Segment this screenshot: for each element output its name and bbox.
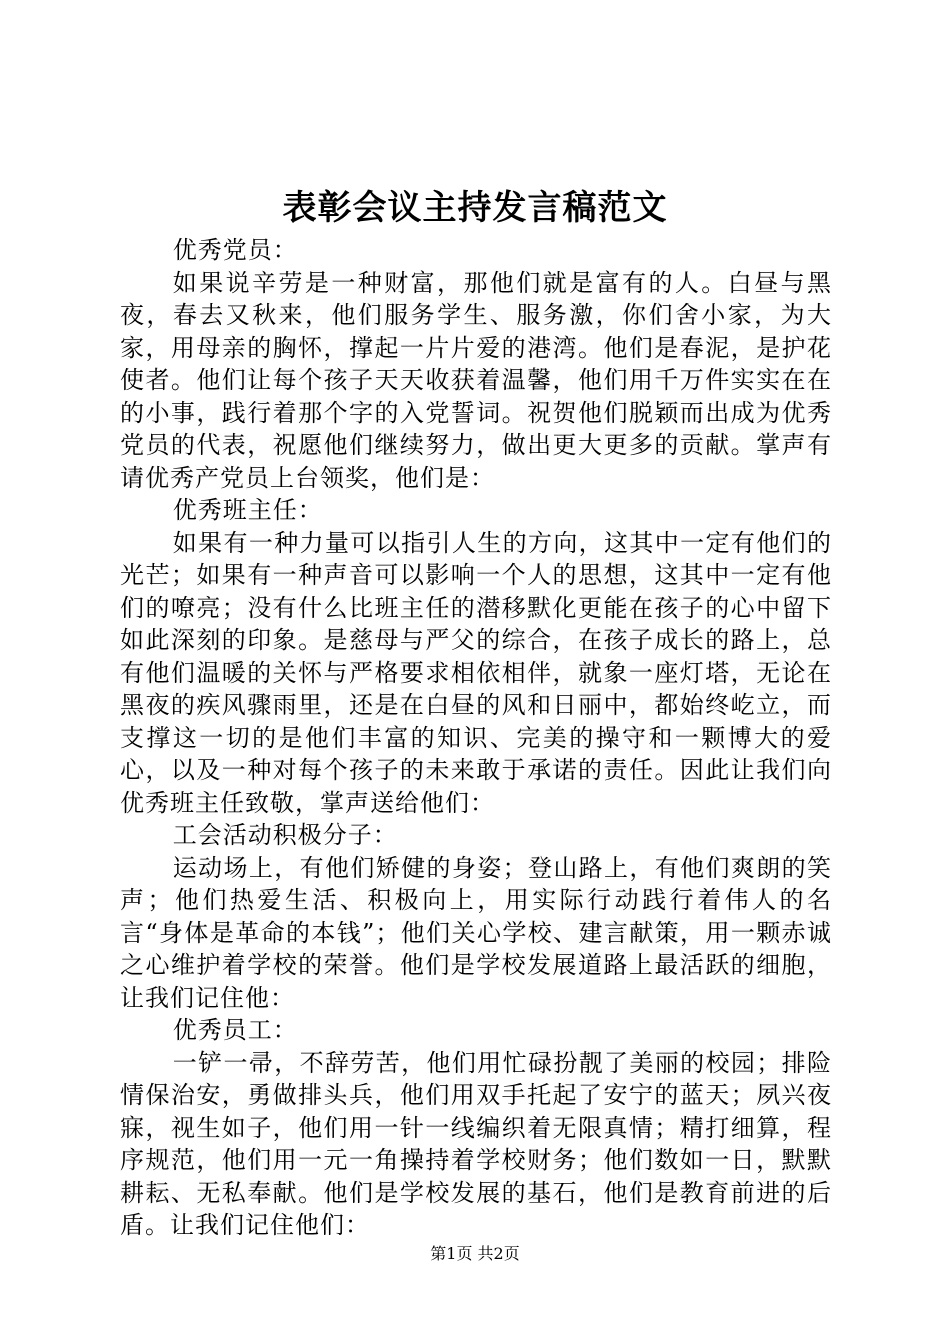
- section-heading-staff: 优秀员工：: [172, 1016, 298, 1044]
- document-title: 表彰会议主持发言稿范文: [282, 188, 668, 228]
- body-paragraph: 如果有一种力量可以指引人生的方向，这其中一定有他们的光芒；如果有一种声音可以影响一个人的思想，这其中一定有他们的嘹亮；没有什么比班主任的潜移默化更能在孩子的心中留下如此深刻的印象。是慈母与严父的综合，在孩子成长的路上，总有他们温暖的关怀与严格要求相依相伴，就象一座灯塔，无论在黑夜的疾风骤雨里，还是在白昼的风和日丽中，都始终屹立，而支撑这一切的是他们丰富的知识、完美的操守和一颗博大的爱心，以及一种对每个孩子的未来敢于承诺的责任。因此让我们向优秀班主任致敬，掌声送给他们：: [120, 528, 832, 817]
- body-paragraph: 运动场上，有他们矫健的身姿；登山路上，有他们爽朗的笑声；他们热爱生活、积极向上，用实际行动践行着伟人的名言“身体是革命的本钱”；他们关心学校、建言献策，用一颗赤诚之心维护着学校的荣誉。他们是学校发展道路上最活跃的细胞，让我们记住他：: [120, 853, 832, 1012]
- section-heading-party-members: 优秀党员：: [172, 236, 298, 264]
- page-number: 第1页 共2页: [430, 1244, 520, 1263]
- section-heading-union-activists: 工会活动积极分子：: [172, 821, 398, 849]
- body-paragraph: 如果说辛劳是一种财富，那他们就是富有的人。白昼与黑夜，春去又秋来，他们服务学生、服务激，你们舍小家，为大家，用母亲的胸怀，撑起一片片爱的港湾。他们是春泥，是护花使者。他们让每个孩子天天收获着温馨，他们用千万件实实在在的小事，践行着那个字的入党誓词。祝贺他们脱颖而出成为优秀党员的代表，祝愿他们继续努力，做出更大更多的贡献。掌声有请优秀产党员上台领奖，他们是：: [120, 268, 832, 492]
- section-heading-class-teachers: 优秀班主任：: [172, 496, 323, 524]
- body-paragraph: 一铲一帚，不辞劳苦，他们用忙碌扮靓了美丽的校园；排险情保治安，勇做排头兵，他们用双手托起了安宁的蓝天；夙兴夜寐，视生如子，他们用一针一线编织着无限真情；精打细算，程序规范，他们用一元一角操持着学校财务；他们数如一日，默默耕耘、无私奉献。他们是学校发展的基石，他们是教育前进的后盾。让我们记住他们：: [120, 1048, 832, 1239]
- document-body: [120, 234, 832, 1242]
